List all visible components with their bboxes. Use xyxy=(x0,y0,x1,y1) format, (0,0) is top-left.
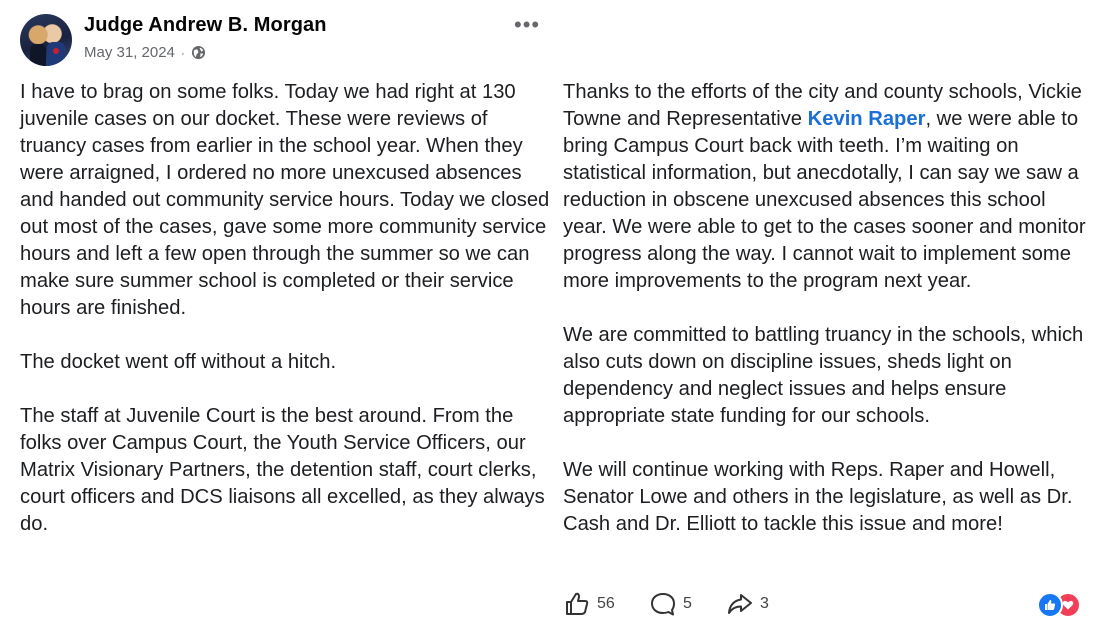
post-paragraph: We will continue working with Reps. Raper and Howell, Senator Lowe and others in the legislature, as well as Dr. Cash and Dr. Elliott to tackle this issue and more! xyxy=(563,459,1073,535)
comment-bubble-icon xyxy=(649,590,677,618)
post-text-left-column xyxy=(20,79,550,538)
more-options-icon[interactable]: ••• xyxy=(514,12,541,37)
globe-icon[interactable] xyxy=(191,45,206,60)
like-reaction-icon xyxy=(1037,592,1063,618)
post-meta xyxy=(84,44,206,61)
paragraph-text: , we were able to bring Campus Court back with teeth. I’m waiting on statistical information, but anecdotally, I can say we saw a reduction in obscene unexcused absences this school year. We were able to get to the cases sooner and monitor progress along the way. I cannot wait to implement some more improvements to the program next year. xyxy=(563,108,1086,292)
thumbs-up-icon xyxy=(563,590,591,618)
share-button[interactable] xyxy=(726,590,769,618)
post-paragraph: The docket went off without a hitch. xyxy=(20,351,337,373)
post-actions-bar xyxy=(563,588,1093,622)
post-paragraph xyxy=(563,79,1093,295)
mention-link[interactable]: Kevin Raper xyxy=(807,108,926,130)
post-paragraph: The staff at Juvenile Court is the best around. From the folks over Campus Court, the Youth Service Officers, our Matrix Visionary Partners, the detention staff, court clerks, court officers and DCS liaisons all excelled, as they always do. xyxy=(20,405,545,535)
comment-count: 5 xyxy=(683,595,692,612)
share-arrow-icon xyxy=(726,590,754,618)
reactions-summary[interactable] xyxy=(1037,592,1081,616)
post-header xyxy=(20,14,550,68)
avatar[interactable] xyxy=(20,14,72,66)
post-text-right-column xyxy=(563,79,1093,538)
post-date[interactable]: May 31, 2024 xyxy=(84,44,175,61)
meta-separator: · xyxy=(180,45,185,60)
paragraph-text: Thanks to the efforts of the city and county schools, Vickie Towne and Representative xyxy=(563,81,1082,130)
post-paragraph: I have to brag on some folks. Today we had right at 130 juvenile cases on our docket. These were reviews of truancy cases from earlier in the school year. When they were arraigned, I ordered no more unexcused absences and handed out community service hours. Today we closed out most of the cases, gave some more community service hours and left a few open through the summer so we can make sure summer school is completed or their service hours are finished. xyxy=(20,81,550,319)
comment-button[interactable] xyxy=(649,590,692,618)
post-paragraph: We are committed to battling truancy in the schools, which also cuts down on discipline issues, sheds light on dependency and neglect issues and helps ensure appropriate state funding for our schools. xyxy=(563,324,1084,427)
share-count: 3 xyxy=(760,595,769,612)
like-count: 56 xyxy=(597,595,615,612)
like-button[interactable] xyxy=(563,590,615,618)
author-name[interactable]: Judge Andrew B. Morgan xyxy=(84,14,327,36)
